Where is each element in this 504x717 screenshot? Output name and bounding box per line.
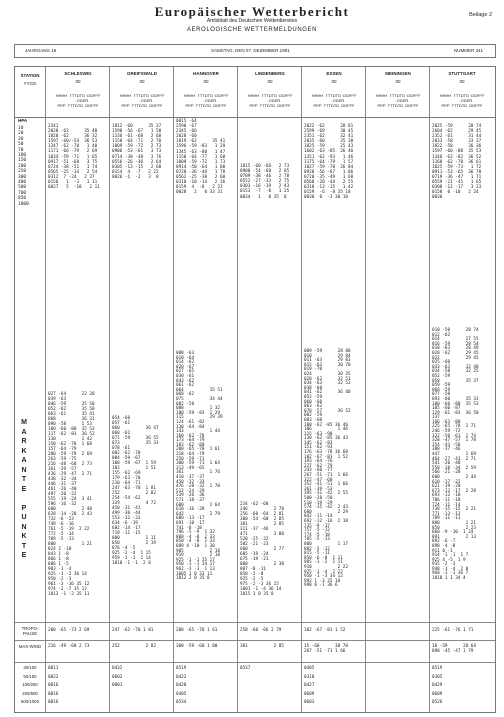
maxwind-value: 216 -49 -68 2 73 xyxy=(48,644,90,649)
maxwind-value: 300 -59 -60 1 80 xyxy=(176,644,218,649)
layer-thickness-value: 0519 0422 0420 0405 0534 xyxy=(176,666,187,706)
hpa-level: 850 xyxy=(18,196,27,202)
main-levels-hannover: 0015 -64 2590 -67 2345 -66 2028 -60 1819 -62 35 41 1596 -59 -83 1 29 1345 -63 -80 1 47 1158 -64 -77 1 60 1009 -59 -72 1 73 0914 -50 -64 1 80 0720 -36 -46 1 78 0562 -25 -30 2 60 0310 -10 -14 2 36 0159 4 -8 2 23 0028 2 0 33 31 xyxy=(176,119,226,196)
hpa-level: 250 xyxy=(18,169,27,175)
tropopause-value: 208 -65 -78 1 61 xyxy=(176,628,218,633)
markante-punkte-schleswig: 027 -64 22 28 039 -63 046 -59 35 50 052 -62 35 50 063 -62 35 41 068 36 31 090 -58 1 53 100 -60 -80 35 53 117 -62 -83 36 52 130 1 42 150 -62 -78 1 68 157 -64 -79 200 -59 -79 2 69 263 -59 -75 216 -48 -68 2 73 361 -39 -57 436 -29 -47 2 71 438 -32 -34 446 -31 -37 461 -26 -40 497 -20 -22 555 -19 -24 3 41 596 -16 -32 600 2 40 628 -14 -28 2 43 732 -6 -23 749 -6 -16 761 -5 -19 2 22 772 -5 -14 789 -5 -13 800 1 21 824 2 -10 843 1 -8 866 1 -8 886 1 -5 903 -1 -4 925 -1 -2 36 14 950 -2 -3 961 -3 -16 35 12 974 -2 -7 35 12 1013 -1 -2 35 11 xyxy=(48,392,95,597)
yygg-label: YYGG xyxy=(23,81,37,86)
page-subtitle: Amtsblatt des Deutschen Wetterdienstes xyxy=(206,18,298,24)
table-header xyxy=(14,66,496,118)
hpa-level: 70 xyxy=(18,147,24,153)
station-name: LINDENBERG xyxy=(255,71,285,76)
layer-thickness-value: 0011 0022 0016 0016 0016 xyxy=(48,666,59,706)
tropopause-label: TROPO-PAUSE xyxy=(21,626,39,636)
layer-thickness-value: 0432 0602 0001 xyxy=(112,666,123,689)
column-header-codes: HHHH TTTDTD DDFFF ODER PPP TTTDTD DDFFF xyxy=(55,93,101,108)
markante-punkte-hannover: 008 -63 010 -64 014 -62 020 -67 027 -65 030 -61 043 -62 061 -62 064 35 51 068 -62 075 34 44 082 -58 088 1 32 100 -59 -83 1 29 115 29 39 124 -61 -82 130 -64 -84 143 1 44 160 -62 -78 173 -64 -79 183 -62 -80 208 -65 -78 1 61 218 -64 -79 258 -59 -71 300 -59 -71 1 64 313 -49 -65 361 1 76 410 -37 -37 450 -32 -33 476 -28 -32 1 70 512 -24 -29 539 -26 -36 571 -18 -37 600 1 64 610 -16 -28 642 2 79 680 -13 -17 691 -10 -17 741 -8 -18 796 -5 -9 1 32 800 -4 -8 2 33 850 -4 -8 2 33 889 4 -10 1 30 905 2 18 919 2 18 925 -1 -1 35 17 950 -1 -1 34 17 962 -3 -3 1 13 1005 1 0 33 11 1012 2 0 35 8 xyxy=(176,351,223,582)
tropopause-value: 225 -61 -76 1 71 xyxy=(432,628,474,633)
layer-thickness-value: 0537 xyxy=(240,666,251,671)
main-levels-lindenberg: 1015 -60 -66 2 73 0900 -54 -60 2 85 0709 -38 -46 2 78 0552 -27 -33 2 75 0303 -16 -19 2 43 0153 -7 -8 1 25 0034 1 0 35 8 xyxy=(240,164,290,200)
station-code: 00 xyxy=(267,79,273,84)
station-code: 00 xyxy=(75,79,81,84)
station-name: SCHLESWIG xyxy=(64,71,92,76)
hpa-level: 30 xyxy=(18,136,24,142)
station-code: 00 xyxy=(331,79,337,84)
maxwind-value: 252 2 82 xyxy=(112,644,156,649)
station-header-hannover xyxy=(173,67,238,117)
maxwind-label: MAX-WIND xyxy=(18,644,42,649)
station-header-stuttgart xyxy=(429,67,494,117)
column-header-codes: HHHH TTTDTD DDFFF ODER PPP TTTDTD DDFFF xyxy=(439,93,485,108)
main-levels-stuttgart: 2025 -59 28 74 2604 -62 29 45 2352 -61 31 44 2033 -58 33 37 1822 -58 36 36 1597 -60 -88 35 53 1346 -62 -82 36 52 1168 -62 -78 36 61 1025 -59 -73 1 72 0911 -53 -65 36 78 0719 -36 -47 1 71 0559 -21 -45 1 65 0308 -12 -17 3 23 0158 0 -10 2 24 0030 xyxy=(432,124,482,201)
meta-bar xyxy=(14,44,496,58)
station-label: STATION xyxy=(20,73,40,78)
layer-thickness-value: 0405 0310 0427 0609 0603 xyxy=(304,666,315,706)
hpa-level: 700 xyxy=(18,190,27,196)
station-header-greifswald xyxy=(109,67,174,117)
divider xyxy=(15,640,495,641)
markante-punkte-greifswald: 054 -60 057 -61 060 36 47 068 -62 071 -59 36 55 073 35 33 078 -61 082 -62 -70 084 -59 -67 100 -59 -67 1 59 103 1 51 155 -62 -69 179 -63 -70 210 -64 -71 247 -63 -70 1 81 252 2 82 254 -54 -62 329 4 72 450 -31 -41 499 -30 -44 553 -32 -31 634 -6 -19 682 -14 -17 719 -11 -15 800 1 11 850 2 19 876 -4 -5 925 -2 -4 1 15 959 -1 -1 2 14 1010 -1 -1 2 8 xyxy=(112,416,159,566)
divider xyxy=(15,622,495,623)
layer-label: 50/150 xyxy=(23,673,37,679)
station-header-schleswig xyxy=(45,67,110,117)
hpa-level: 50 xyxy=(18,142,24,148)
station-header-meiningen xyxy=(365,67,430,117)
column-header-codes: HHHH TTTDTD DDFFF ODER PPP TTTDTD DDFFF xyxy=(311,93,357,108)
main-levels-essen: 2022 -62 28 81 2599 -69 30 45 2351 -62 32 41 2035 -60 35 38 1825 -59 25 43 1602 -63 -85 26 46 1351 -62 -93 1 46 1175 -64 -79 1 57 1027 -59 -78 26 84 0920 -56 -67 1 86 0728 -35 -49 1 60 0568 -20 -44 2 55 0318 -13 -15 1 42 0159 -6 -8 35 18 0030 0 -3 30 10 xyxy=(304,124,354,201)
column-header-codes: HHHH TTTDTD DDFFF ODER PPP TTTDTD DDFFF xyxy=(375,93,421,108)
maxwind-value: 16 -59 28 64 098 -45 -47 1 79 xyxy=(432,644,476,654)
divider xyxy=(15,662,495,663)
hpa-level: 1000 xyxy=(18,201,29,207)
layer-thickness-value: 0519 0305 0429 0609 0526 xyxy=(432,666,443,706)
jahrgang: JAHRGANG 16 xyxy=(25,48,57,53)
date: SAMSTAG, DEN 07. DEZEMBER 1991 xyxy=(211,48,290,53)
station-name: STUTTGART xyxy=(448,71,476,76)
tropopause-value: 247 -62 -70 1 81 xyxy=(112,628,154,633)
markante-punkte-stuttgart: 010 -50 28 74 012 -62 014 27 55 016 -59 28 54 018 -63 28 49 020 -62 29 45 022 29 45 025 -60 033 -63 32 48 034 -58 32 25 052 -59 058 35 37 059 -59 068 -59 077 -58 093 -60 35 33 100 -60 -88 35 53 105 -60 -87 129 -61 -83 36 50 137 166 -63 -80 225 -65 -78 1 71 246 -59 -72 322 -50 -61 1 74 328 -47 -57 1 78 354 -43 -56 388 -37 -46 447 1 69 464 -27 -41 2 71 541 -20 -48 558 -18 -34 2 59 566 -21 -28 600 2 44 610 -17 -22 621 -19 -20 673 -13 -17 2 28 693 -12 -18 706 -11 -18 724 -11 -14 738 -15 -15 2 21 771 -13 -13 789 -11 -13 800 1 21 850 2 23 860 -9 -10 1 24 891 2 13 892 -6 -7 898 -4 -8 911 0 -1 914 -1 -1 1 7 925 4 -5 1 9 935 -2 -3 948 -1 -4 2 8 968 -1 -1 36 7 1018 1 1 34 4 xyxy=(432,328,479,582)
hpa-level: 20 xyxy=(18,131,24,137)
hpa-level: 300 xyxy=(18,174,27,180)
layer-label: 30/100 xyxy=(23,665,37,670)
column-header-codes: HHHH TTTDTD DDFFF ODER PPP TTTDTD DDFFF xyxy=(183,93,229,108)
maxwind-value: 15 -60 30 70 267 -51 -71 1 66 xyxy=(304,644,348,654)
station-name: GREIFSWALD xyxy=(127,71,157,76)
layer-label: 100/250 xyxy=(22,682,38,688)
main-levels-greifswald: 1812 -60 35 37 1590 -56 -67 1 50 1336 -61 -68 2 60 1158 -64 -71 2 70 1009 -59 -72 2 73 0906 -53 -61 3 73 0714 -38 -48 3 76 0556 -26 -36 2 64 0305 -13 -15 2 60 0154 4 -7 2 22 0026 -1 -2 3 8 xyxy=(112,124,162,180)
station-header-lindenberg xyxy=(237,67,302,117)
column-header-codes: HHHH TTTDTD DDFFF ODER PPP TTTDTD DDFFF xyxy=(247,93,293,108)
station-code: 00 xyxy=(459,79,465,84)
station-code: 00 xyxy=(395,79,401,84)
maxwind-value: 301 2 85 xyxy=(240,644,284,649)
hpa-label: HPA xyxy=(18,118,28,123)
station-header-essen xyxy=(301,67,366,117)
station-code: 00 xyxy=(139,79,145,84)
markante-punkte-essen: 009 -59 28 88 010 29 84 011 -63 29 83 015 -63 30 70 019 -70 024 30 35 028 -62 32 51 034 -63 32 52 038 -60 041 -62 36 40 052 -59 060 -60 063 -62 070 -57 36 52 082 -59 083 -60 100 -62 -85 36 46 106 1 46 115 -63 -90 130 -62 -85 36 43 145 -62 -83 151 -62 -93 176 -63 -78 36 60 182 -67 -81 1 52 193 -64 -76 227 -62 -79 243 -60 -77 267 -51 -71 1 66 322 -47 -60 352 -41 -51 1 66 361 -39 -53 395 -31 -42 2 55 500 -28 -50 510 -19 -29 574 -15 -42 2 43 600 2 29 842 -11 -14 692 -12 -16 2 18 735 -9 -17 757 -5 -12 774 -5 -18 785 -5 -13 800 1 17 802 -5 -12 815 -5 -11 850 -6 -8 1 11 905 -1 -2 1 11 910 2 22 925 -1 -4 2 22 950 -1 -3 34 12 992 1 -3 35 10 998 0 -1 36 6 xyxy=(304,349,351,589)
layer-label: 200/500 xyxy=(22,690,38,696)
hpa-level: 500 xyxy=(18,185,27,191)
hpa-level: 10 xyxy=(18,126,24,131)
station-name: HANNOVER xyxy=(193,71,219,76)
layer-label: 500/1000 xyxy=(21,699,39,705)
markante-punkte-lindenberg: 234 -62 -68 246 2 78 256 -60 -64 2 81 300 -54 -60 2 85 301 2 85 311 -37 -46 471 3 80 520 -25 -32 582 -21 -23 600 2 77 605 -19 -24 675 -19 -21 800 2 38 807 -8 -11 850 -2 -8 925 -2 -5 975 -2 -3 36 15 1001 -1 -4 36 14 1015 1 0 35 8 xyxy=(240,502,284,597)
hpa-level: 100 xyxy=(18,153,27,158)
data-grid xyxy=(14,116,496,713)
markante-punkte-label: M A R K A N T E P U N K T E xyxy=(21,419,27,559)
page-title: Europäischer Wetterbericht xyxy=(154,4,350,19)
beilage-label: Beilage 2 xyxy=(469,12,492,18)
station-name: ESSEN xyxy=(326,71,342,76)
hpa-level: 200 xyxy=(18,163,27,169)
main-levels-schleswig: 2341 2028 -63 35 48 1820 -62 36 32 1597 -60/-54 36 53 1347 -62 -78 1 48 1171 -66 -79 2 69 1034 -59 -71 1 65 0917 -51 -68 3 75 0724 -38 -51 1 74 0565 -25 -34 2 54 0312 7 -24 2 37 0156 1 -3 1 11 0027 5 -10 2 11 xyxy=(48,124,100,191)
hpa-level: 400 xyxy=(18,180,27,185)
issue-number: NUMMER 341 xyxy=(453,48,483,53)
station-name: MEININGEN xyxy=(385,71,411,76)
hpa-level: 150 xyxy=(18,158,27,164)
section-title: AEROLOGISCHE WETTERMELDUNGEN xyxy=(186,27,318,33)
column-header-codes: HHHH TTTDTD DDFFF ODER PPP TTTDTD DDFFF xyxy=(119,93,165,108)
tropopause-value: 182 -67 -81 1 52 xyxy=(304,628,346,633)
station-code: 00 xyxy=(203,79,209,84)
tropopause-value: 200 -65 -73 2 69 xyxy=(48,628,90,633)
tropopause-value: 258 -60 -66 2 79 xyxy=(240,628,282,633)
